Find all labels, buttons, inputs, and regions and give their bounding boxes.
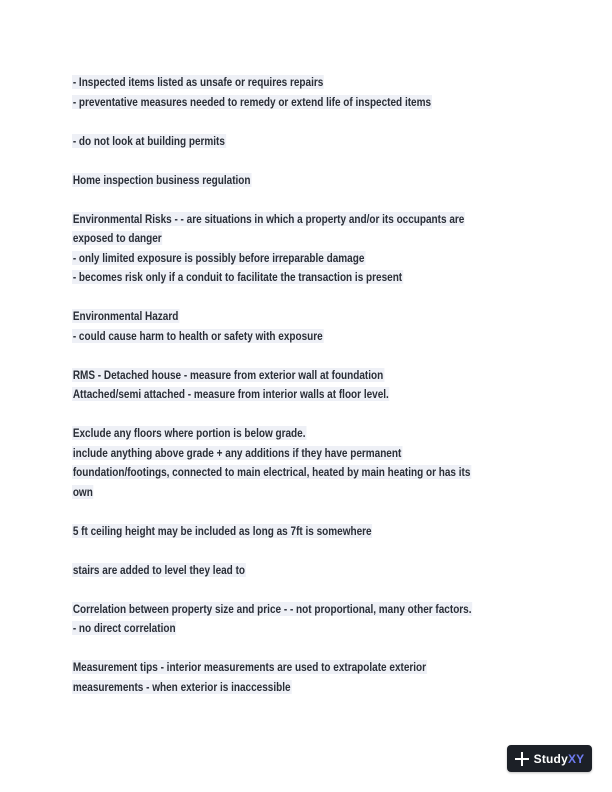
text-line bbox=[72, 249, 462, 269]
text-line bbox=[72, 444, 462, 464]
text-line-content: Exclude any floors where portion is below grade. bbox=[72, 426, 306, 440]
text-line bbox=[72, 171, 462, 191]
text-line bbox=[72, 522, 462, 542]
text-line bbox=[72, 366, 462, 386]
text-line bbox=[72, 268, 462, 288]
text-line-content: - Inspected items listed as unsafe or requires repairs bbox=[72, 75, 324, 89]
text-line-content: Measurement tips - interior measurements are used to extrapolate exterior bbox=[72, 660, 427, 674]
text-line-content: Environmental Risks - - are situations in which a property and/or its occupants are bbox=[72, 211, 465, 226]
text-line bbox=[72, 561, 462, 581]
document-body bbox=[72, 73, 548, 717]
brand-name bbox=[534, 752, 585, 766]
text-line-content: exposed to danger bbox=[72, 231, 162, 245]
paragraph bbox=[72, 658, 548, 697]
text-line-content: include anything above grade + any additions if they have permanent bbox=[72, 445, 402, 460]
brand-main: Study bbox=[533, 751, 568, 766]
text-line-content: stairs are added to level they lead to bbox=[72, 562, 246, 577]
paragraph bbox=[72, 522, 548, 542]
text-line-content: Environmental Hazard bbox=[72, 309, 179, 323]
paragraph bbox=[72, 132, 548, 152]
text-line bbox=[72, 210, 465, 230]
paragraph bbox=[72, 171, 548, 191]
text-line bbox=[72, 600, 472, 620]
text-line bbox=[72, 463, 471, 483]
paragraph bbox=[72, 366, 548, 405]
text-line bbox=[72, 132, 462, 152]
text-line bbox=[72, 483, 462, 503]
text-line bbox=[72, 424, 462, 444]
paragraph bbox=[72, 73, 548, 112]
text-line-content: - becomes risk only if a conduit to facilitate the transaction is present bbox=[72, 270, 403, 284]
text-line bbox=[72, 619, 462, 639]
text-line bbox=[72, 327, 462, 347]
paragraph bbox=[72, 307, 548, 346]
text-line bbox=[72, 385, 462, 405]
text-line-content: Correlation between property size and price - - not proportional, many other factors. bbox=[72, 601, 472, 616]
plus-icon bbox=[515, 752, 529, 766]
text-line-content: - no direct correlation bbox=[72, 621, 176, 635]
text-line bbox=[72, 93, 462, 113]
text-line-content: 5 ft ceiling height may be included as long as 7ft is somewhere bbox=[72, 523, 372, 538]
text-line-content: Home inspection business regulation bbox=[72, 172, 251, 187]
text-line-content: Attached/semi attached - measure from interior walls at floor level. bbox=[72, 387, 389, 401]
text-line-content: measurements - when exterior is inaccessible bbox=[72, 679, 291, 694]
text-line bbox=[72, 658, 462, 678]
text-line-content: foundation/footings, connected to main electrical, heated by main heating or has its bbox=[72, 465, 471, 479]
paragraph bbox=[72, 424, 548, 502]
text-line-content: RMS - Detached house - measure from exterior wall at foundation bbox=[72, 367, 384, 382]
paragraph bbox=[72, 210, 548, 288]
paragraph bbox=[72, 600, 548, 639]
text-line bbox=[72, 73, 462, 93]
text-line-content: - only limited exposure is possibly before irreparable damage bbox=[72, 250, 365, 265]
paragraph bbox=[72, 561, 548, 581]
text-line-content: - could cause harm to health or safety with exposure bbox=[72, 328, 323, 343]
text-line bbox=[72, 307, 462, 327]
text-line-content: - do not look at building permits bbox=[72, 133, 225, 148]
brand-accent: XY bbox=[567, 751, 585, 766]
text-line bbox=[72, 229, 462, 249]
text-line-content: - preventative measures needed to remedy or extend life of inspected items bbox=[72, 94, 432, 109]
text-line bbox=[72, 678, 462, 698]
text-line-content: own bbox=[72, 484, 93, 499]
studyxy-badge[interactable] bbox=[507, 745, 592, 772]
